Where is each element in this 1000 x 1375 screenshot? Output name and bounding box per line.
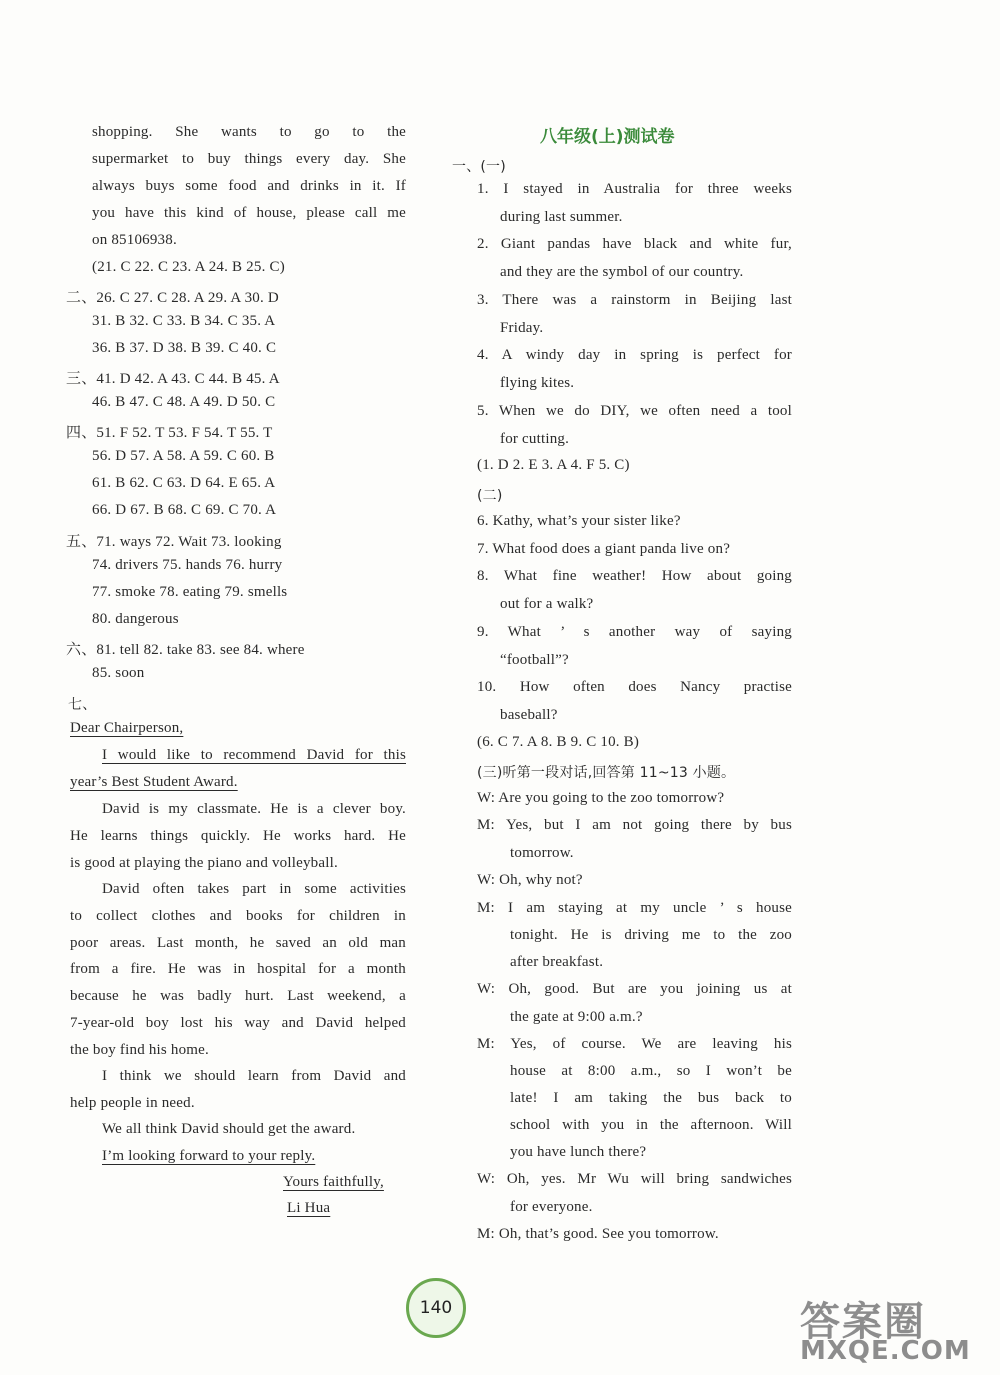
answer-row: 六、81. tell 82. take 83. see 84. where [66,642,305,658]
letter-line: is good at playing the piano and volleyball. [70,855,338,871]
right-text-line: 7. What food does a giant panda live on? [477,541,731,557]
right-text-line: W: Oh, why not? [477,872,583,888]
page-number: 140 [419,1298,453,1318]
right-text-line: house at 8:00 a.m., so I won’t be [510,1063,792,1079]
answer-row: (21. C 22. C 23. A 24. B 25. C) [92,259,285,275]
right-text-line: 5. When we do DIY, we often need a tool [477,403,792,419]
right-text-line: after breakfast. [510,954,604,970]
right-text-line: late! I am taking the bus back to [510,1090,792,1106]
answer-row: 四、51. F 52. T 53. F 54. T 55. T [66,425,273,441]
letter-line: year’s Best Student Award. [70,774,238,790]
right-text-line: M: Yes, but I am not going there by bus [477,817,792,833]
right-text-line: the gate at 9:00 a.m.? [510,1009,643,1025]
right-text-line: tonight. He is driving me to the zoo [510,927,792,943]
right-text-line: M: Yes, of course. We are leaving his [477,1036,792,1052]
right-text-line: (三)听第一段对话,回答第 11~13 小题。 [477,765,736,781]
letter-line: from a fire. He was in hospital for a month [70,961,406,977]
answer-row: 66. D 67. B 68. C 69. C 70. A [92,502,277,518]
right-text-line: 1. I stayed in Australia for three weeks [477,181,792,197]
right-text-line: W: Oh, yes. Mr Wu will bring sandwiches [477,1171,792,1187]
right-text-line: 9. What ’ s another way of saying [477,624,792,640]
letter-closing: Yours faithfully, [283,1174,384,1190]
text-line: on 85106938. [92,232,177,248]
right-text-line: for everyone. [510,1199,593,1215]
right-text-line: W: Are you going to the zoo tomorrow? [477,790,725,806]
letter-greeting: Dear Chairperson, [70,720,184,736]
right-text-line: 10. How often does Nancy practise [477,679,792,695]
right-text-line: for cutting. [500,431,570,447]
answer-row: 三、41. D 42. A 43. C 44. B 45. A [66,371,280,387]
right-text-line: M: I am staying at my uncle ’ s house [477,900,792,916]
answer-row: 80. dangerous [92,611,179,627]
watermark-url: MXQE.COM [800,1336,971,1366]
letter-signature: Li Hua [287,1200,331,1216]
right-text-line: 2. Giant pandas have black and white fur, [477,236,792,252]
right-text-line: out for a walk? [500,596,594,612]
right-text-line: M: Oh, that’s good. See you tomorrow. [477,1226,719,1242]
letter-line: because he was badly hurt. Last weekend, a [70,988,406,1004]
letter-line: help people in need. [70,1095,195,1111]
answer-row: 46. B 47. C 48. A 49. D 50. C [92,394,276,410]
right-text-line: W: Oh, good. But are you joining us at [477,981,792,997]
right-text-line: 一、(一) [452,159,506,175]
right-text-line: and they are the symbol of our country. [500,264,744,280]
right-text-line: you have lunch there? [510,1144,647,1160]
letter-line: poor areas. Last month, he saved an old man [70,935,406,951]
letter-line: I would like to recommend David for this [102,747,406,763]
letter-line: to collect clothes and books for children in [70,908,406,924]
right-text-line: Friday. [500,320,544,336]
watermark-logo: 答案圈 [800,1299,926,1345]
text-line: always buys some food and drinks in it. If [92,178,406,194]
letter-line: We all think David should get the award. [102,1121,356,1137]
letter-line: I think we should learn from David and [102,1068,406,1084]
section-seven-label: 七、 [68,697,97,713]
right-text-line: tomorrow. [510,845,574,861]
right-text-line: school with you in the afternoon. Will [510,1117,792,1133]
page-number-badge [406,1278,466,1338]
right-text-line: during last summer. [500,209,623,225]
text-line: supermarket to buy things every day. She [92,151,406,167]
answer-row: 74. drivers 75. hands 76. hurry [92,557,283,573]
test-title: 八年级(上)测试卷 [540,127,675,147]
text-line: you have this kind of house, please call me [92,205,406,221]
answer-row: 61. B 62. C 63. D 64. E 65. A [92,475,276,491]
letter-line: the boy find his home. [70,1042,209,1058]
letter-line: David is my classmate. He is a clever boy. [102,801,406,817]
right-text-line: 8. What fine weather! How about going [477,568,792,584]
letter-line: He learns things quickly. He works hard. He [70,828,406,844]
right-text-line: 6. Kathy, what’s your sister like? [477,513,681,529]
letter-line: I’m looking forward to your reply. [102,1148,316,1164]
right-text-line: (6. C 7. A 8. B 9. C 10. B) [477,734,640,750]
letter-line: 7-year-old boy lost his way and David helped [70,1015,406,1031]
right-text-line: flying kites. [500,375,575,391]
answer-row: 56. D 57. A 58. A 59. C 60. B [92,448,275,464]
right-text-line: 4. A windy day in spring is perfect for [477,347,792,363]
right-text-line: “football”? [500,652,569,668]
answer-row: 36. B 37. D 38. B 39. C 40. C [92,340,277,356]
right-text-line: (1. D 2. E 3. A 4. F 5. C) [477,457,630,473]
answer-row: 二、26. C 27. C 28. A 29. A 30. D [66,290,279,306]
answer-row: 77. smoke 78. eating 79. smells [92,584,288,600]
right-text-line: (二) [477,488,503,504]
letter-line: David often takes part in some activities [102,881,406,897]
answer-row: 85. soon [92,665,145,681]
text-line: shopping. She wants to go to the [92,124,406,140]
right-text-line: 3. There was a rainstorm in Beijing last [477,292,792,308]
right-text-line: baseball? [500,707,558,723]
answer-row: 31. B 32. C 33. B 34. C 35. A [92,313,276,329]
answer-row: 五、71. ways 72. Wait 73. looking [66,534,282,550]
